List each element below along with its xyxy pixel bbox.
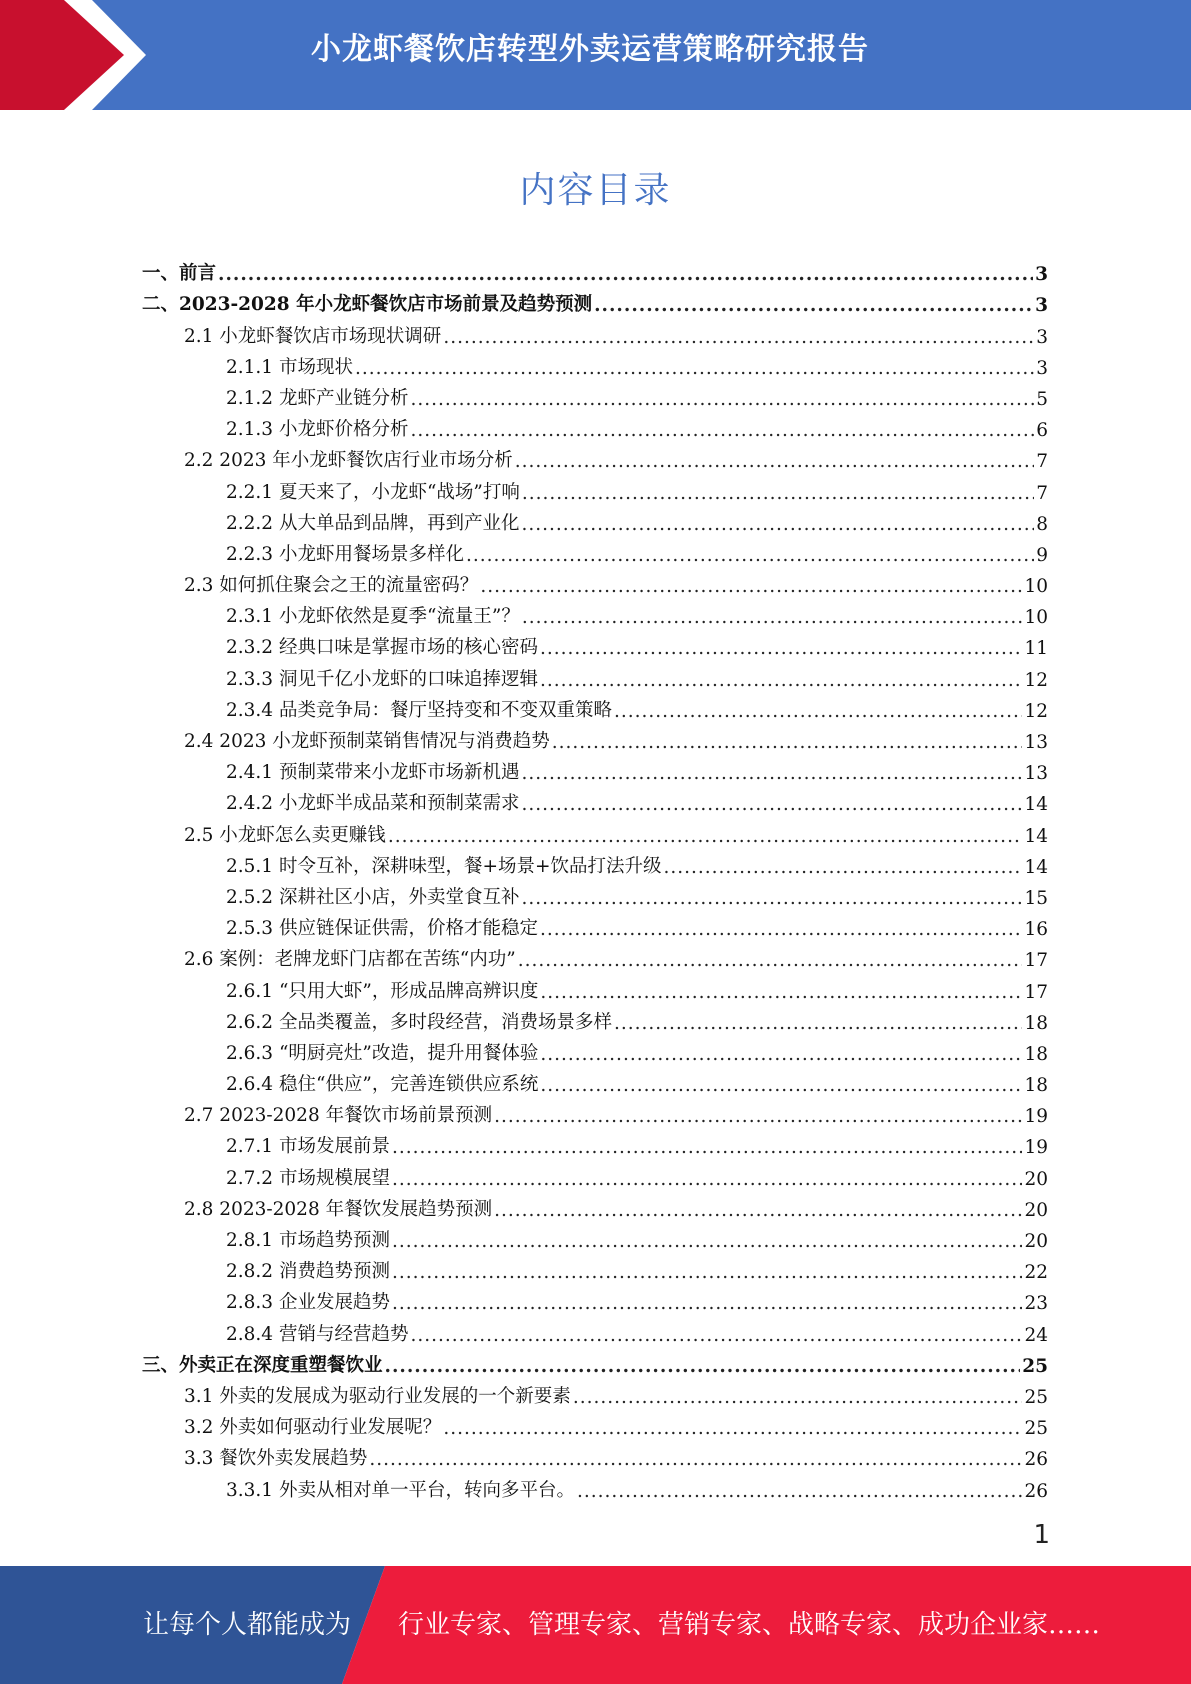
- toc-entry[interactable]: [142, 1408, 1048, 1439]
- toc-entry-page: 14: [1024, 794, 1048, 816]
- toc-entry-label: 二、2023-2028 年小龙虾餐饮店市场前景及趋势预测: [142, 294, 593, 316]
- toc-entry-page: 18: [1024, 1012, 1048, 1034]
- toc-entry-page: 13: [1024, 732, 1048, 753]
- toc-entry-label: 2.7 2023-2028 年餐饮市场前景预测: [184, 1105, 493, 1127]
- toc-entry-page: 8: [1036, 513, 1048, 535]
- toc-entry[interactable]: [142, 472, 1048, 503]
- toc-entry-label: 2.4 2023 小龙虾预制菜销售情况与消费趋势: [184, 731, 550, 752]
- toc-entry-label: 2.7.1 市场发展前景: [226, 1136, 390, 1158]
- toc-entry-page: 9: [1036, 544, 1048, 566]
- toc-entry-label: 三、外卖正在深度重塑餐饮业: [142, 1354, 383, 1376]
- toc-entry[interactable]: [142, 1221, 1048, 1252]
- toc-leader-dots: [540, 1044, 1022, 1065]
- toc-entry-page: 3: [1036, 357, 1048, 379]
- toc-entry[interactable]: [142, 753, 1048, 784]
- toc-entry[interactable]: [142, 379, 1048, 410]
- toc-entry[interactable]: [142, 659, 1048, 690]
- toc-leader-dots: [614, 701, 1022, 722]
- toc-leader-dots: [518, 950, 1023, 971]
- toc-entry-page: 26: [1024, 1449, 1048, 1471]
- toc-leader-dots: [577, 1481, 1022, 1502]
- toc-entry-label: 2.6.2 全品类覆盖，多时段经营，消费场景多样: [226, 1011, 612, 1033]
- toc-entry-page: 19: [1024, 1137, 1048, 1159]
- toc-entry-label: 2.3.4 品类竞争局：餐厅坚持变和不变双重策略: [226, 699, 612, 721]
- footer-banner: [0, 1566, 1191, 1684]
- toc-entry[interactable]: [142, 254, 1048, 285]
- toc-leader-dots: [540, 919, 1022, 940]
- toc-entry-page: 17: [1024, 950, 1048, 972]
- toc-leader-dots: [385, 1356, 1021, 1377]
- toc-leader-dots: [494, 1200, 1022, 1221]
- toc-entry[interactable]: [142, 1034, 1048, 1065]
- toc-entry-label: 2.4.1 预制菜带来小龙虾市场新机遇: [226, 762, 520, 784]
- toc-leader-dots: [521, 514, 1034, 535]
- toc-entry-page: 25: [1022, 1355, 1048, 1377]
- toc-entry-label: 2.1.3 小龙虾价格分析: [226, 419, 409, 441]
- toc-entry-label: 2.2.1 夏天来了，小龙虾“战场”打响: [226, 481, 520, 503]
- toc-leader-dots: [480, 576, 1022, 597]
- toc-entry-label: 2.1.2 龙虾产业链分析: [226, 387, 409, 409]
- toc-entry-label: 2.7.2 市场规模展望: [226, 1167, 390, 1189]
- footer-slogan-left: 让每个人都能成为: [143, 1610, 352, 1640]
- toc-leader-dots: [218, 264, 1033, 285]
- toc-entry[interactable]: [142, 878, 1048, 909]
- toc-leader-dots: [392, 1137, 1022, 1158]
- toc-leader-dots: [663, 857, 1022, 878]
- toc-entry-page: 14: [1024, 856, 1048, 878]
- toc-entry-label: 3.2 外卖如何驱动行业发展呢？: [184, 1417, 442, 1439]
- toc-entry-page: 10: [1024, 607, 1048, 629]
- toc-entry[interactable]: [142, 566, 1048, 597]
- toc-entry-label: 2.6 案例：老牌龙虾门店都在苦练“内功”: [184, 949, 516, 971]
- toc-entry-label: 2.8 2023-2028 年餐饮发展趋势预测: [184, 1198, 493, 1220]
- toc-entry-page: 6: [1036, 420, 1048, 442]
- toc-entry-label: 3.3.1 外卖从相对单一平台，转向多平台。: [226, 1479, 575, 1501]
- toc-entry-label: 2.3.1 小龙虾依然是夏季“流量王”？: [226, 606, 520, 628]
- toc-leader-dots: [521, 763, 1022, 784]
- toc-entry[interactable]: [142, 1127, 1048, 1158]
- toc-entry[interactable]: [142, 722, 1048, 753]
- toc-leader-dots: [540, 670, 1022, 691]
- toc-entry-label: 2.8.1 市场趋势预测: [226, 1230, 390, 1251]
- toc-leader-dots: [552, 732, 1023, 753]
- toc-entry-page: 5: [1036, 388, 1048, 410]
- toc-entry-label: 2.2.2 从大单品到品牌，再到产业化: [226, 512, 520, 534]
- toc-entry-label: 一、前言: [142, 263, 217, 285]
- toc-entry-label: 2.1 小龙虾餐饮店市场现状调研: [184, 325, 442, 347]
- toc-entry[interactable]: [142, 316, 1048, 347]
- toc-entry[interactable]: [142, 784, 1048, 815]
- toc-entry[interactable]: [142, 847, 1048, 878]
- toc-leader-dots: [410, 389, 1034, 410]
- toc-entry-label: 2.5.1 时令互补，深耕味型，餐+场景+饮品打法升级: [226, 855, 662, 877]
- toc-entry-label: 2.5.3 供应链保证供需，价格才能稳定: [226, 918, 538, 940]
- toc-entry-label: 2.3 如何抓住聚会之王的流量密码？: [184, 575, 479, 597]
- toc-entry-page: 18: [1024, 1075, 1048, 1097]
- toc-entry[interactable]: [142, 504, 1048, 535]
- toc-entry-page: 23: [1024, 1293, 1048, 1315]
- toc-leader-dots: [392, 1231, 1022, 1252]
- toc-entry-label: 2.8.2 消费趋势预测: [226, 1261, 390, 1283]
- toc-leader-dots: [594, 295, 1033, 316]
- toc-leader-dots: [522, 607, 1023, 628]
- toc-entry[interactable]: [142, 441, 1048, 472]
- toc-entry-page: 12: [1024, 669, 1048, 691]
- page-number: 1: [1033, 1520, 1050, 1550]
- toc-leader-dots: [443, 1418, 1022, 1439]
- toc-entry[interactable]: [142, 1377, 1048, 1408]
- toc-leader-dots: [522, 483, 1034, 504]
- toc-entry[interactable]: [142, 1003, 1048, 1034]
- toc-entry-page: 22: [1024, 1262, 1048, 1284]
- report-title: 小龙虾餐饮店转型外卖运营策略研究报告: [311, 32, 869, 67]
- toc-entry-page: 14: [1024, 825, 1048, 847]
- toc-entry[interactable]: [142, 971, 1048, 1002]
- toc-entry-label: 3.1 外卖的发展成为驱动行业发展的一个新要素: [184, 1385, 571, 1407]
- toc-leader-dots: [614, 1013, 1022, 1034]
- toc-entry[interactable]: [142, 348, 1048, 379]
- toc-entry-label: 2.6.1 “只用大虾”，形成品牌高辨识度: [226, 980, 539, 1002]
- header-bar: [0, 0, 1191, 110]
- toc-entry[interactable]: [142, 1096, 1048, 1127]
- toc-entry[interactable]: [142, 535, 1048, 566]
- toc-entry[interactable]: [142, 940, 1048, 971]
- toc-entry-page: 19: [1024, 1106, 1048, 1128]
- toc-entry-page: 11: [1024, 638, 1048, 660]
- header-arrow-decoration: [0, 0, 160, 110]
- toc-entry[interactable]: [142, 285, 1048, 316]
- toc-entry-page: 25: [1024, 1386, 1048, 1408]
- toc-leader-dots: [540, 982, 1022, 1003]
- toc-entry-page: 24: [1024, 1324, 1048, 1346]
- toc-entry-page: 17: [1024, 981, 1048, 1003]
- toc-leader-dots: [466, 545, 1034, 566]
- toc-entry-label: 2.6.3 “明厨亮灶”改造，提升用餐体验: [226, 1042, 539, 1064]
- toc-entry[interactable]: [142, 1190, 1048, 1221]
- toc-entry-page: 3: [1035, 264, 1048, 286]
- toc-entry[interactable]: [142, 1314, 1048, 1345]
- toc-entry[interactable]: [142, 597, 1048, 628]
- toc-entry[interactable]: [142, 815, 1048, 846]
- toc-entry-page: 7: [1036, 451, 1048, 473]
- toc-entry[interactable]: [142, 1158, 1048, 1189]
- toc-entry[interactable]: [142, 1283, 1048, 1314]
- toc-entry-label: 2.3.3 洞见千亿小龙虾的口味追捧逻辑: [226, 668, 538, 690]
- table-of-contents: [142, 254, 1048, 1502]
- toc-entry-page: 13: [1024, 763, 1048, 785]
- toc-entry-page: 3: [1036, 326, 1048, 348]
- toc-heading: 内容目录: [519, 170, 672, 211]
- toc-entry-label: 2.5.2 深耕社区小店，外卖堂食互补: [226, 886, 520, 908]
- toc-leader-dots: [540, 638, 1022, 659]
- toc-entry-page: 10: [1024, 576, 1048, 598]
- toc-entry[interactable]: [142, 909, 1048, 940]
- toc-entry-page: 26: [1024, 1480, 1048, 1502]
- toc-entry[interactable]: [142, 1439, 1048, 1470]
- toc-leader-dots: [443, 327, 1034, 348]
- toc-leader-dots: [388, 826, 1023, 847]
- toc-entry[interactable]: [142, 1252, 1048, 1283]
- toc-entry[interactable]: [142, 1470, 1048, 1501]
- toc-entry-label: 2.8.4 营销与经营趋势: [226, 1323, 409, 1345]
- toc-entry-page: 7: [1036, 482, 1048, 504]
- toc-entry[interactable]: [142, 410, 1048, 441]
- toc-leader-dots: [410, 1325, 1022, 1346]
- toc-leader-dots: [392, 1262, 1022, 1283]
- toc-entry-page: 3: [1035, 295, 1048, 317]
- toc-entry-label: 2.2 2023 年小龙虾餐饮店行业市场分析: [184, 450, 513, 472]
- toc-leader-dots: [369, 1449, 1022, 1470]
- toc-entry[interactable]: [142, 1346, 1048, 1377]
- toc-entry-label: 3.3 餐饮外卖发展趋势: [184, 1448, 368, 1470]
- footer-slogan-right: 行业专家、管理专家、营销专家、战略专家、成功企业家……: [398, 1610, 1101, 1640]
- toc-leader-dots: [515, 451, 1034, 472]
- toc-entry-label: 2.1.1 市场现状: [226, 356, 353, 378]
- toc-leader-dots: [540, 1075, 1022, 1096]
- toc-entry-page: 20: [1024, 1231, 1048, 1252]
- toc-entry-label: 2.3.2 经典口味是掌握市场的核心密码: [226, 637, 538, 659]
- toc-entry-page: 25: [1024, 1418, 1048, 1440]
- toc-entry-page: 18: [1024, 1043, 1048, 1065]
- toc-entry-label: 2.8.3 企业发展趋势: [226, 1292, 390, 1314]
- toc-entry[interactable]: [142, 691, 1048, 722]
- toc-entry[interactable]: [142, 1065, 1048, 1096]
- toc-entry-page: 15: [1024, 887, 1048, 909]
- toc-leader-dots: [573, 1387, 1023, 1408]
- toc-leader-dots: [521, 794, 1022, 815]
- toc-entry-label: 2.2.3 小龙虾用餐场景多样化: [226, 543, 464, 565]
- toc-entry-label: 2.6.4 稳住“供应”，完善连锁供应系统: [226, 1074, 539, 1096]
- toc-entry-page: 12: [1024, 700, 1048, 722]
- toc-leader-dots: [521, 888, 1022, 909]
- toc-leader-dots: [494, 1106, 1022, 1127]
- toc-entry-page: 20: [1024, 1168, 1048, 1190]
- toc-leader-dots: [355, 358, 1034, 379]
- toc-entry-page: 20: [1024, 1199, 1048, 1221]
- toc-entry-label: 2.5 小龙虾怎么卖更赚钱: [184, 824, 386, 846]
- toc-entry-page: 16: [1024, 919, 1048, 941]
- toc-leader-dots: [392, 1293, 1022, 1314]
- toc-leader-dots: [392, 1169, 1022, 1190]
- toc-leader-dots: [410, 420, 1034, 441]
- toc-entry[interactable]: [142, 628, 1048, 659]
- toc-entry-label: 2.4.2 小龙虾半成品菜和预制菜需求: [226, 793, 520, 815]
